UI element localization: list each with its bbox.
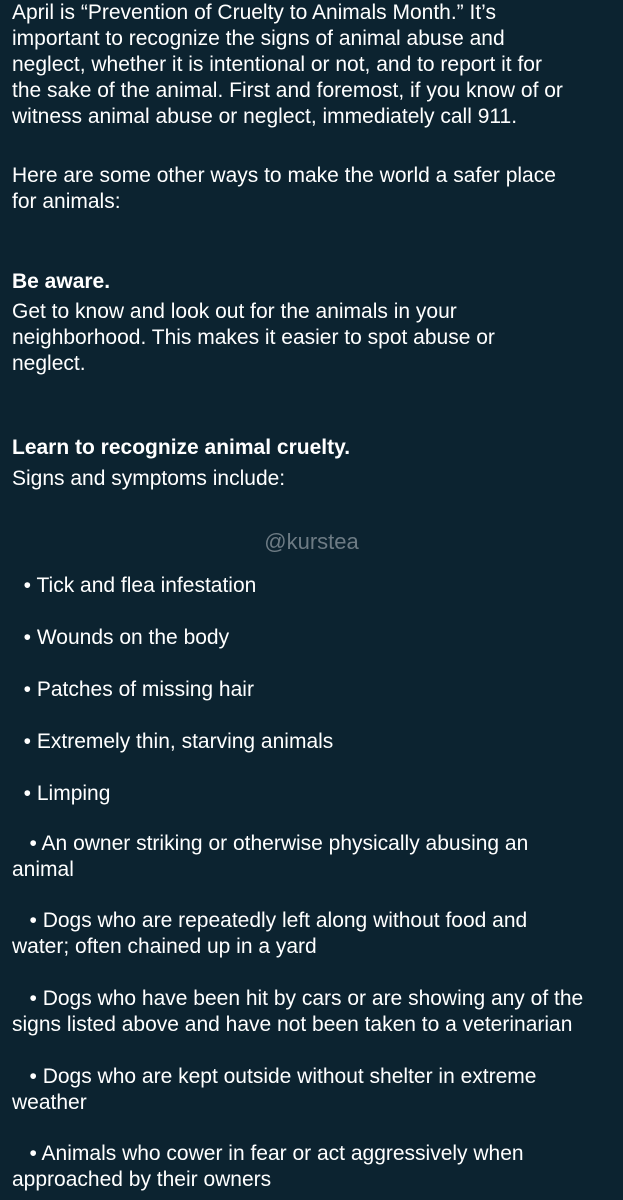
section-heading-recognize-cruelty: Learn to recognize animal cruelty. [12,436,351,459]
section-heading-be-aware: Be aware. [12,270,111,293]
list-item: • Animals who cower in fear or act aggressively when approached by their owners [12,1142,524,1191]
intro-paragraph: April is “Prevention of Cruelty to Animals Month.” It’s important to recognize the signs of animal abuse and neglect, whether it is intentional or not, and to report it for the sake of the animal. First and foremost, if you know of or witness animal abuse or neglect, immediately call 911. [12,1,563,128]
list-item: • Dogs who are repeatedly left along without food and water; often chained up in a yard [12,909,528,958]
list-item: • Dogs who have been hit by cars or are showing any of the signs listed above and have not been taken to a veterinarian [12,987,584,1036]
list-item: • Tick and flea infestation [12,574,257,597]
list-item: • An owner striking or otherwise physically abusing an animal [12,832,529,881]
list-item: • Dogs who are kept outside without shelter in extreme weather [12,1065,537,1114]
list-item: • Limping [12,782,111,805]
list-item: • Wounds on the body [12,626,230,649]
section-body-recognize-cruelty: Signs and symptoms include: [12,467,286,490]
lead-paragraph: Here are some other ways to make the world a safer place for animals: [12,164,556,213]
list-item: • Patches of missing hair [12,678,254,701]
list-item: • Extremely thin, starving animals [12,730,334,753]
watermark: @kurstea [264,529,359,554]
section-body-be-aware: Get to know and look out for the animals in your neighborhood. This makes it easier to spot abuse or neglect. [12,300,495,375]
